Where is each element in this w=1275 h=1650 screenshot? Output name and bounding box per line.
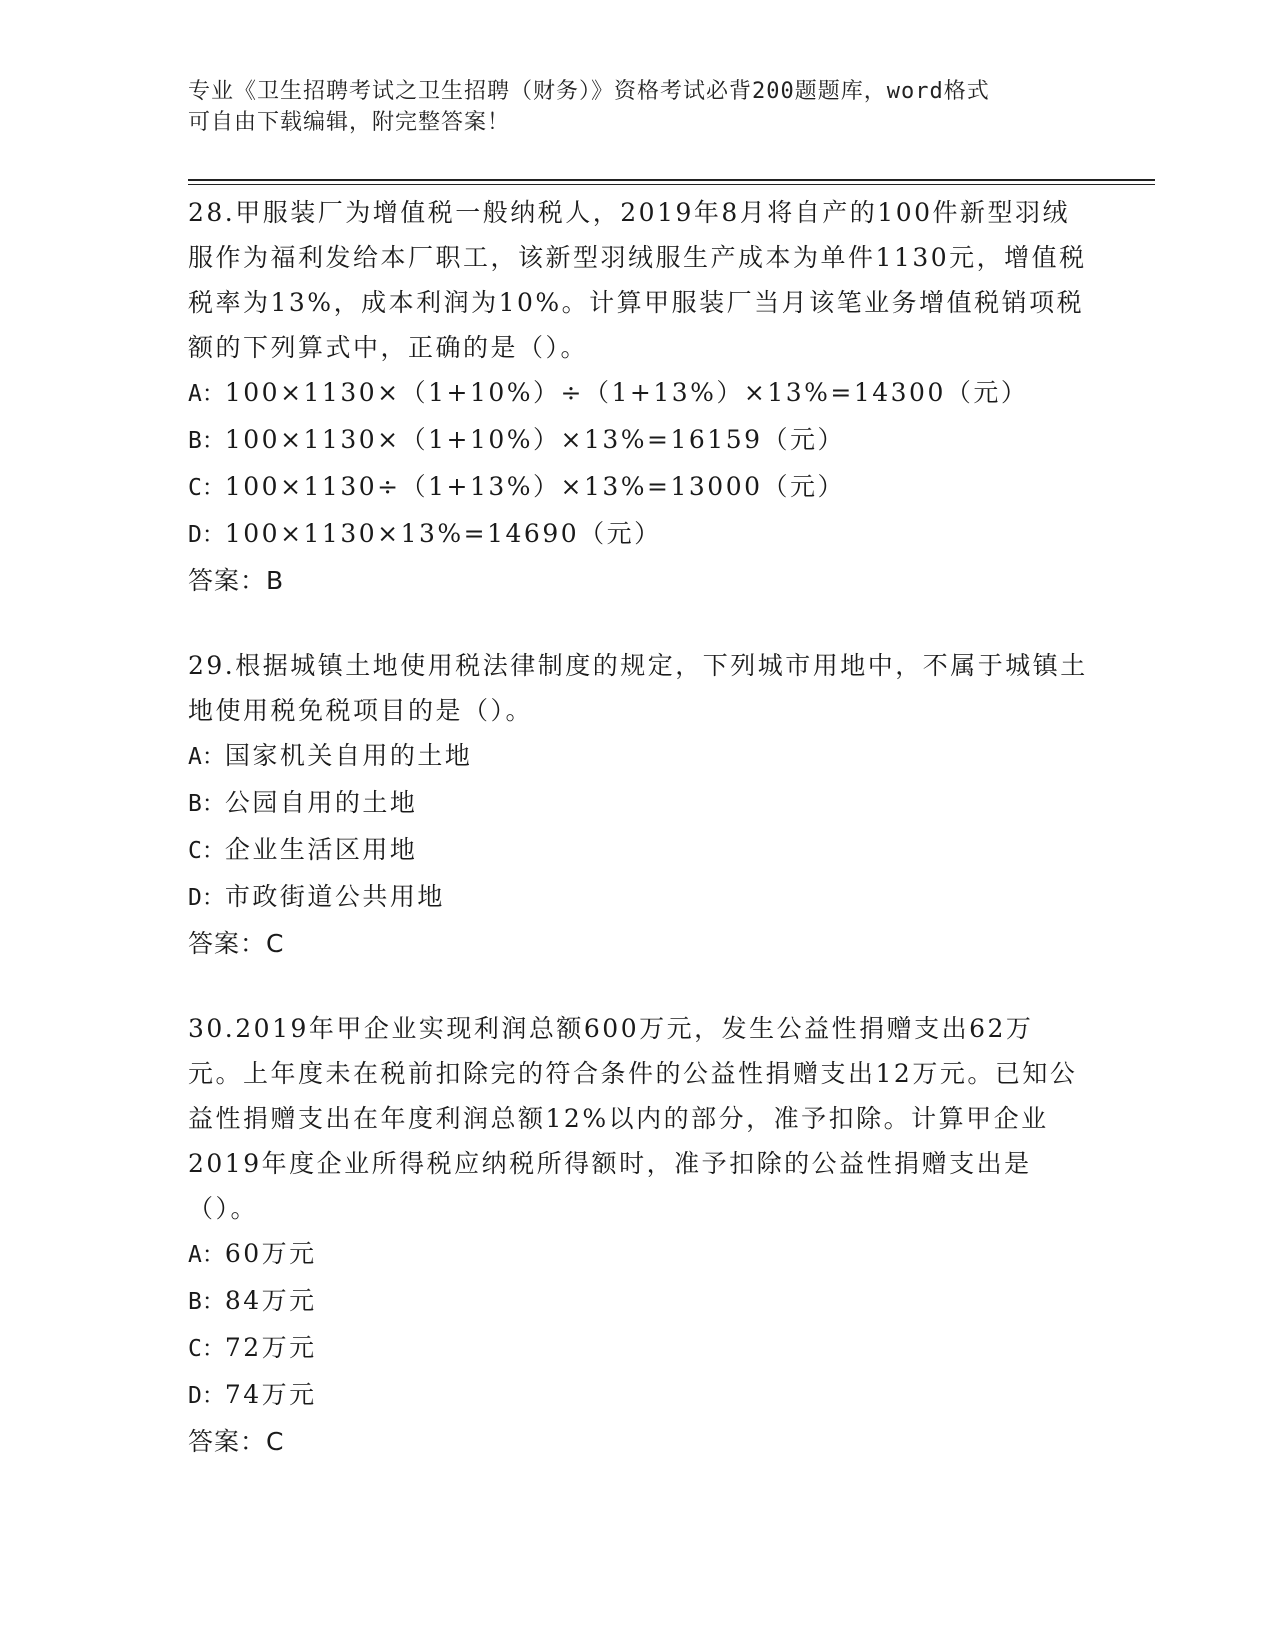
question-28 [188, 190, 1088, 603]
option-d [188, 874, 1088, 921]
option-letter: B： [188, 428, 225, 454]
option-text: 74万元 [224, 1380, 317, 1409]
header-divider-thick [188, 179, 1155, 181]
option-text: 市政街道公共用地 [224, 882, 445, 911]
question-text: 甲服装厂为增值税一般纳税人，2019年8月将自产的100件新型羽绒服作为福利发给本厂职工，该新型羽绒服生产成本为单件1130元，增值税税率为13%，成本利润为10%。计算甲服装厂当月该笔业务增值税销项税额的下列算式中，正确的是（）。 [188, 198, 1087, 362]
option-letter: C： [188, 838, 225, 864]
question-30 [188, 1006, 1088, 1464]
option-a [188, 733, 1088, 780]
option-text: 100×1130×（1+10%）×13%=16159（元） [224, 425, 846, 454]
option-c [188, 464, 1088, 511]
question-stem [188, 1006, 1088, 1231]
option-letter: D： [188, 885, 225, 911]
answer-label: 答案：C [188, 929, 285, 958]
question-number: 28. [188, 198, 236, 227]
option-text: 100×1130×13%=14690（元） [224, 519, 662, 548]
option-letter: B： [188, 791, 225, 817]
option-text: 公园自用的土地 [224, 788, 418, 817]
option-letter: A： [188, 1242, 225, 1268]
option-b [188, 1278, 1088, 1325]
header-divider-thin [188, 184, 1155, 185]
option-a [188, 370, 1088, 417]
option-text: 企业生活区用地 [224, 835, 418, 864]
option-letter: D： [188, 1383, 225, 1409]
header-line-2: 可自由下载编辑，附完整答案！ [188, 110, 511, 135]
option-text: 84万元 [224, 1286, 317, 1315]
option-letter: D： [188, 522, 225, 548]
question-list [188, 190, 1088, 1504]
option-text: 60万元 [224, 1239, 317, 1268]
header-line-1: 专业《卫生招聘考试之卫生招聘（财务）》资格考试必背200题题库，word格式 [188, 79, 990, 104]
option-d [188, 1372, 1088, 1419]
option-letter: C： [188, 475, 225, 501]
option-c [188, 827, 1088, 874]
document-header [188, 76, 1088, 138]
option-b [188, 417, 1088, 464]
option-c [188, 1325, 1088, 1372]
option-text: 72万元 [224, 1333, 317, 1362]
question-text: 根据城镇土地使用税法律制度的规定，下列城市用地中，不属于城镇土地使用税免税项目的是（）。 [188, 651, 1088, 725]
option-letter: C： [188, 1336, 225, 1362]
answer-label: 答案：C [188, 1427, 285, 1456]
option-text: 100×1130÷（1+13%）×13%=13000（元） [224, 472, 846, 501]
option-letter: A： [188, 381, 225, 407]
option-a [188, 1231, 1088, 1278]
question-number: 29. [188, 651, 236, 680]
option-d [188, 511, 1088, 558]
question-number: 30. [188, 1014, 236, 1043]
question-stem [188, 190, 1088, 370]
option-letter: A： [188, 744, 225, 770]
option-text: 100×1130×（1+10%）÷（1+13%）×13%=14300（元） [224, 378, 1029, 407]
answer-label: 答案：B [188, 566, 285, 595]
question-29 [188, 643, 1088, 966]
question-stem [188, 643, 1088, 733]
option-text: 国家机关自用的土地 [224, 741, 473, 770]
option-b [188, 780, 1088, 827]
option-letter: B： [188, 1289, 225, 1315]
question-text: 2019年甲企业实现利润总额600万元，发生公益性捐赠支出62万元。上年度未在税前扣除完的符合条件的公益性捐赠支出12万元。已知公益性捐赠支出在年度利润总额12%以内的部分，准予扣除。计算甲企业2019年度企业所得税应纳税所得额时，准予扣除的公益性捐赠支出是（）。 [188, 1014, 1078, 1223]
